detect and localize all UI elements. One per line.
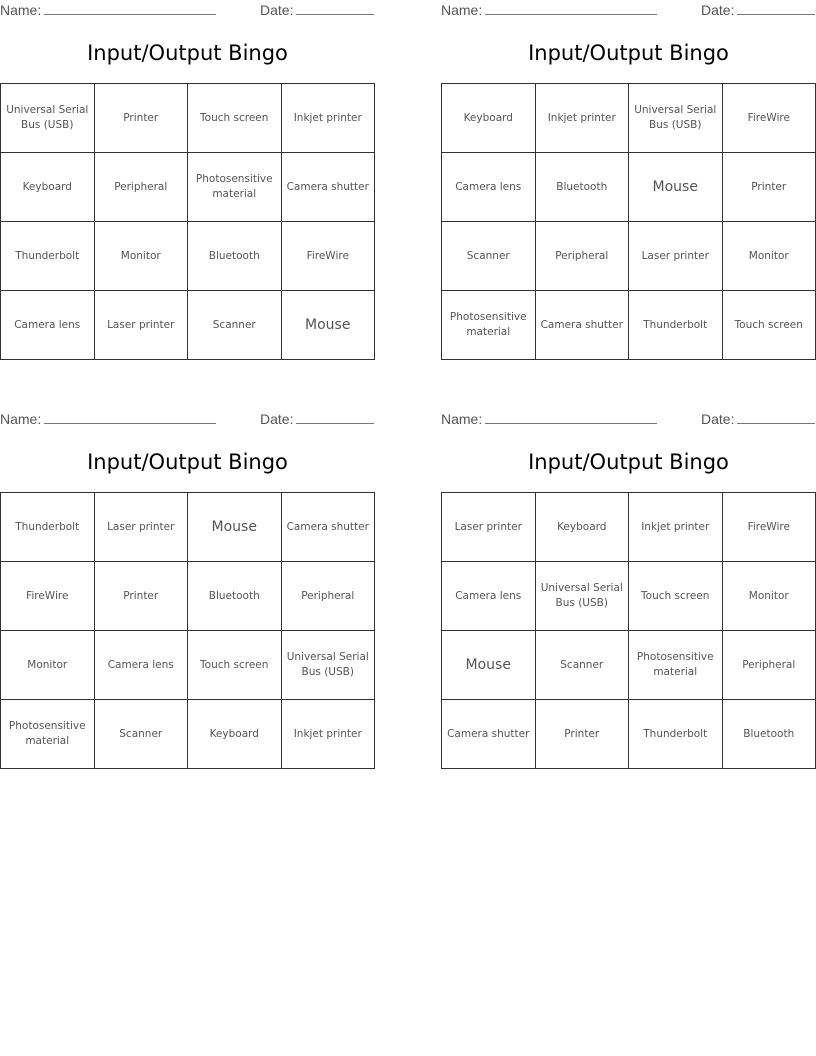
bingo-cell: FireWire — [722, 84, 816, 153]
bingo-cell: Mouse — [188, 493, 282, 562]
bingo-cell: Touch screen — [722, 291, 816, 360]
name-label: Name: — [0, 2, 42, 18]
bingo-card — [441, 0, 816, 338]
bingo-cell: Peripheral — [281, 562, 375, 631]
bingo-cell: Laser printer — [442, 493, 536, 562]
bingo-cell: Photosensitive material — [629, 631, 723, 700]
bingo-cell: Keyboard — [1, 153, 95, 222]
bingo-cell: Keyboard — [188, 700, 282, 769]
name-blank-line — [485, 2, 657, 15]
bingo-cell: Laser printer — [629, 222, 723, 291]
bingo-cell: Printer — [535, 700, 629, 769]
bingo-row — [442, 153, 816, 222]
bingo-cell: Camera lens — [1, 291, 95, 360]
bingo-cell: Inkjet printer — [535, 84, 629, 153]
bingo-cell: Peripheral — [94, 153, 188, 222]
bingo-cell: Keyboard — [535, 493, 629, 562]
bingo-cell: Peripheral — [535, 222, 629, 291]
bingo-row — [442, 631, 816, 700]
bingo-cell: Universal Serial Bus (USB) — [629, 84, 723, 153]
name-label: Name: — [0, 411, 42, 427]
name-blank-line — [485, 411, 657, 424]
bingo-cell: Bluetooth — [188, 222, 282, 291]
name-field — [441, 411, 657, 427]
name-blank-line — [44, 2, 216, 15]
bingo-grid — [441, 492, 816, 769]
bingo-cell: Printer — [94, 84, 188, 153]
bingo-cell: Touch screen — [188, 84, 282, 153]
bingo-cell: Universal Serial Bus (USB) — [535, 562, 629, 631]
bingo-row — [442, 222, 816, 291]
bingo-cell: Touch screen — [188, 631, 282, 700]
bingo-row — [442, 562, 816, 631]
bingo-row — [1, 222, 375, 291]
bingo-cell: Camera lens — [442, 153, 536, 222]
bingo-cell: Mouse — [281, 291, 375, 360]
date-label: Date: — [260, 411, 294, 427]
bingo-row — [1, 291, 375, 360]
bingo-row — [1, 562, 375, 631]
bingo-cell: Mouse — [629, 153, 723, 222]
bingo-cell: Scanner — [442, 222, 536, 291]
bingo-cell: Camera lens — [442, 562, 536, 631]
bingo-cell: Photosensitive material — [1, 700, 95, 769]
date-blank-line — [296, 411, 374, 424]
bingo-cell: Bluetooth — [188, 562, 282, 631]
bingo-cell: Scanner — [535, 631, 629, 700]
bingo-cell: Camera shutter — [281, 153, 375, 222]
date-field — [701, 2, 815, 18]
bingo-cell: Thunderbolt — [629, 291, 723, 360]
bingo-row — [1, 493, 375, 562]
bingo-cell: Camera shutter — [442, 700, 536, 769]
date-blank-line — [737, 411, 815, 424]
date-field — [260, 2, 374, 18]
name-blank-line — [44, 411, 216, 424]
bingo-row — [1, 700, 375, 769]
bingo-row — [1, 153, 375, 222]
date-field — [260, 411, 374, 427]
bingo-cell: FireWire — [1, 562, 95, 631]
bingo-card — [441, 409, 816, 740]
card-header — [0, 0, 375, 22]
date-label: Date: — [701, 2, 735, 18]
bingo-row — [442, 84, 816, 153]
bingo-grid — [0, 492, 375, 769]
card-title: Input/Output Bingo — [87, 450, 288, 474]
bingo-cell: Camera shutter — [535, 291, 629, 360]
bingo-cell: Thunderbolt — [1, 222, 95, 291]
name-field — [441, 2, 657, 18]
card-header — [0, 409, 375, 431]
bingo-cell: Photosensitive material — [188, 153, 282, 222]
date-blank-line — [737, 2, 815, 15]
bingo-cell: Laser printer — [94, 493, 188, 562]
bingo-cell: Thunderbolt — [1, 493, 95, 562]
bingo-cell: Touch screen — [629, 562, 723, 631]
bingo-cell: Monitor — [94, 222, 188, 291]
bingo-cell: Inkjet printer — [281, 84, 375, 153]
date-blank-line — [296, 2, 374, 15]
card-title: Input/Output Bingo — [528, 450, 729, 474]
bingo-cell: Universal Serial Bus (USB) — [1, 84, 95, 153]
name-label: Name: — [441, 2, 483, 18]
bingo-row — [442, 700, 816, 769]
bingo-cell: FireWire — [722, 493, 816, 562]
bingo-cell: Bluetooth — [722, 700, 816, 769]
bingo-row — [1, 84, 375, 153]
bingo-row — [442, 291, 816, 360]
bingo-grid — [441, 83, 816, 360]
bingo-cell: Printer — [722, 153, 816, 222]
bingo-cell: Laser printer — [94, 291, 188, 360]
bingo-cell: Peripheral — [722, 631, 816, 700]
bingo-cell: Mouse — [442, 631, 536, 700]
name-field — [0, 2, 216, 18]
bingo-cell: Photosensitive material — [442, 291, 536, 360]
card-title: Input/Output Bingo — [528, 41, 729, 65]
date-label: Date: — [260, 2, 294, 18]
bingo-cell: Monitor — [722, 222, 816, 291]
bingo-cell: Bluetooth — [535, 153, 629, 222]
bingo-cell: Inkjet printer — [281, 700, 375, 769]
bingo-cell: Scanner — [188, 291, 282, 360]
bingo-cell: Monitor — [1, 631, 95, 700]
bingo-row — [1, 631, 375, 700]
bingo-cell: Monitor — [722, 562, 816, 631]
bingo-cell: Printer — [94, 562, 188, 631]
date-field — [701, 411, 815, 427]
name-label: Name: — [441, 411, 483, 427]
name-field — [0, 411, 216, 427]
bingo-cell: Camera lens — [94, 631, 188, 700]
card-header — [441, 0, 816, 22]
card-title: Input/Output Bingo — [87, 41, 288, 65]
bingo-grid — [0, 83, 375, 360]
bingo-cell: Scanner — [94, 700, 188, 769]
bingo-cell: Keyboard — [442, 84, 536, 153]
bingo-cell: Camera shutter — [281, 493, 375, 562]
date-label: Date: — [701, 411, 735, 427]
bingo-card — [0, 409, 375, 747]
bingo-row — [442, 493, 816, 562]
bingo-cell: Universal Serial Bus (USB) — [281, 631, 375, 700]
bingo-cell: Thunderbolt — [629, 700, 723, 769]
bingo-cell: FireWire — [281, 222, 375, 291]
bingo-cell: Inkjet printer — [629, 493, 723, 562]
bingo-card — [0, 0, 375, 333]
card-header — [441, 409, 816, 431]
